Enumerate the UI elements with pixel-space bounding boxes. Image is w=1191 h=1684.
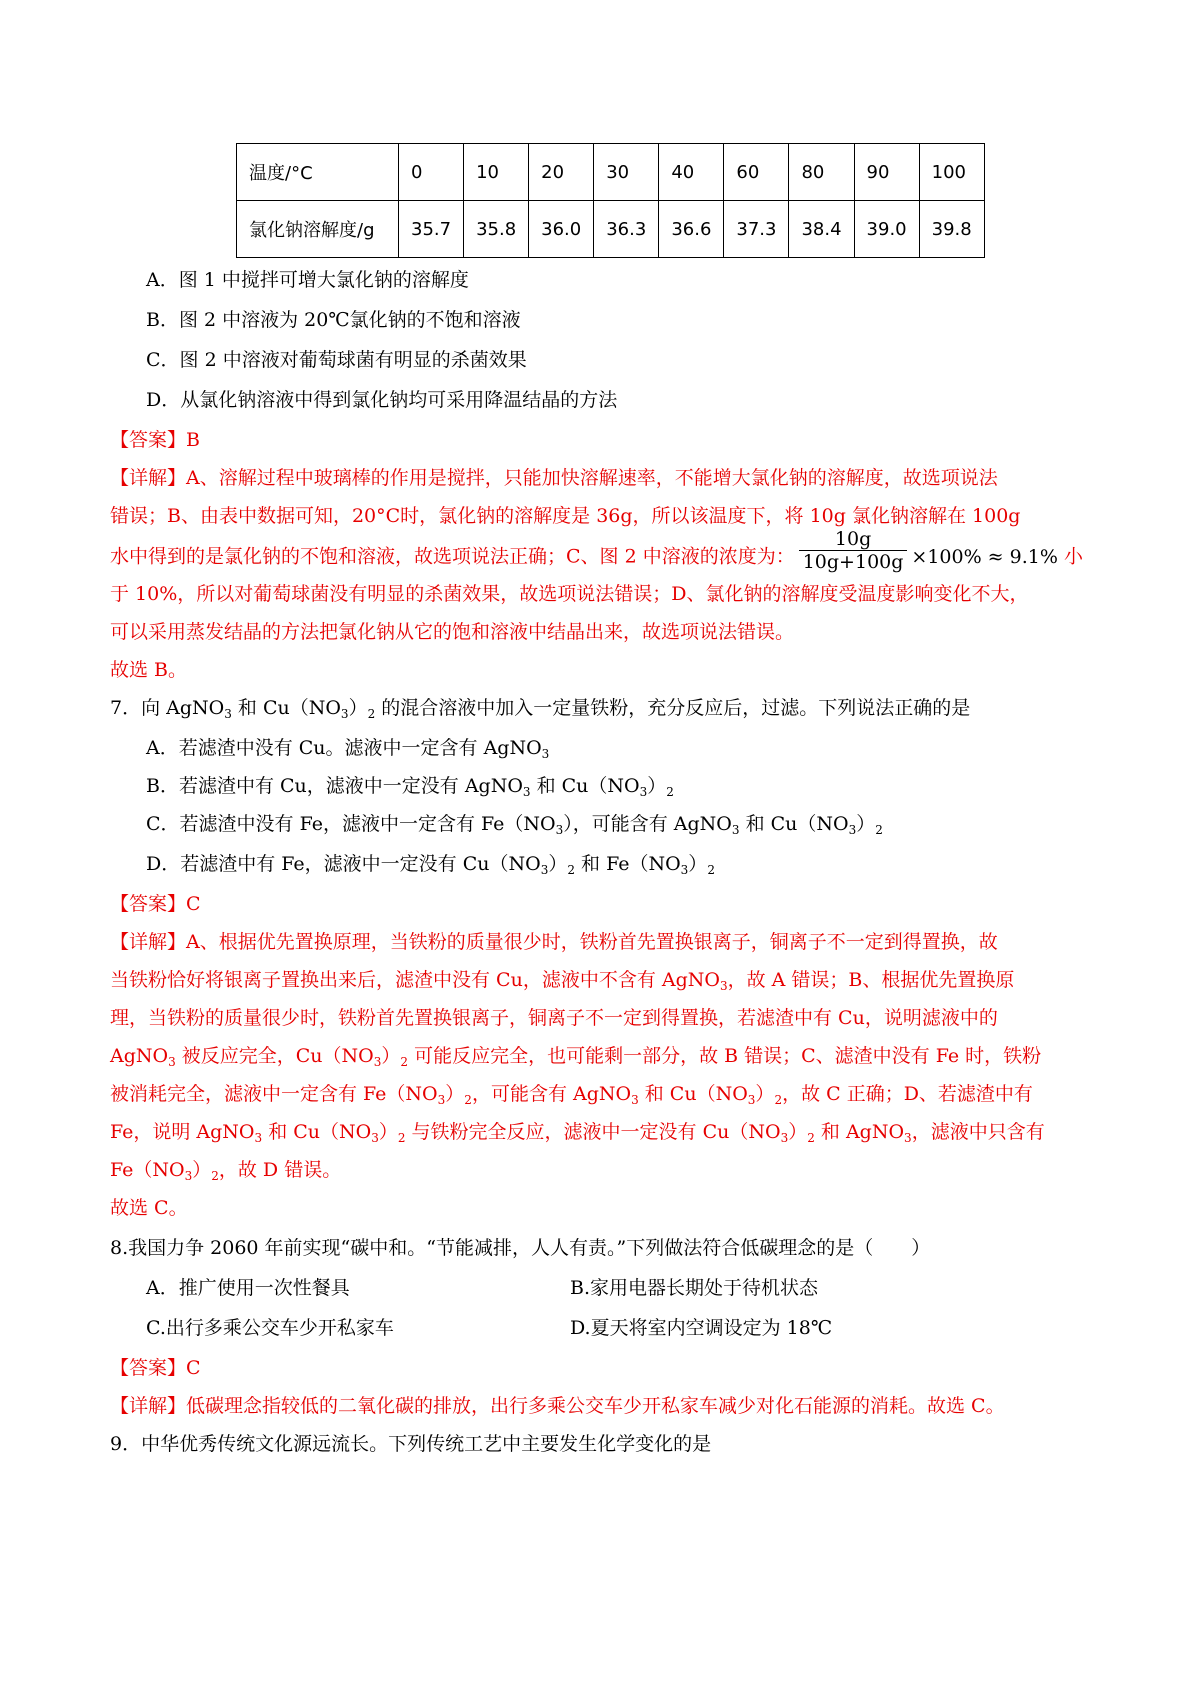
subscript: 3 — [719, 979, 728, 993]
subscript: 2 — [211, 1169, 219, 1183]
q7-option-text: ） — [856, 813, 876, 835]
q7-option-b — [146, 774, 674, 798]
q7-explanation-line: 理，当铁粉的质量很少时，铁粉首先置换银离子，铜离子不一定到得置换，若滤渣中有 Cu，说明滤液中的 — [110, 1007, 998, 1029]
subscript: 3 — [731, 823, 740, 837]
subscript: 3 — [904, 1131, 912, 1145]
q7-explanation-text: ） — [788, 1121, 808, 1143]
q7-explanation-text: 和 Cu（NO — [262, 1121, 372, 1143]
table-cell: 39.0 — [854, 201, 919, 258]
subscript: 3 — [522, 785, 531, 799]
q7-explanation-text: 可能反应完全，也可能剩一部分，故 B 错误；C、滤渣中没有 Fe 时，铁粉 — [408, 1045, 1042, 1067]
q7-option-text: 和 Fe（NO — [574, 853, 681, 875]
subscript: 3 — [541, 747, 550, 761]
q7-stem — [110, 696, 970, 720]
subscript: 3 — [631, 1093, 639, 1107]
q7-option-c — [146, 812, 883, 836]
subscript: 3 — [680, 863, 689, 877]
q6-explanation-text: 小 — [1063, 545, 1083, 568]
q6-explanation-line: 于 10%，所以对葡萄球菌没有明显的杀菌效果，故选项说法错误；D、氯化钠的溶解度受温度影响变化不大， — [110, 583, 1029, 605]
table-cell: 0 — [399, 144, 464, 201]
q6-explanation-line: 【详解】A、溶解过程中玻璃棒的作用是搅拌，只能加快溶解速率，不能增大氯化钠的溶解度，故选项说法 — [110, 467, 998, 489]
table-row — [237, 144, 985, 201]
table-cell: 温度/°C — [237, 144, 399, 201]
q6-option-d: D．从氯化钠溶液中得到氯化钠均可采用降温结晶的方法 — [146, 389, 618, 411]
q7-option-d — [146, 852, 715, 876]
q7-option-text: D．若滤渣中有 Fe，滤液中一定没有 Cu（NO — [146, 853, 541, 875]
q7-explanation-line — [110, 1120, 1045, 1144]
q6-option-b: B．图 2 中溶液为 20℃氯化钠的不饱和溶液 — [146, 309, 521, 331]
subscript: 2 — [567, 863, 575, 877]
q7-option-text: C．若滤渣中没有 Fe，滤液中一定含有 Fe（NO — [146, 813, 556, 835]
q7-explanation-line — [110, 1044, 1041, 1068]
q7-stem-text: 7．向 AgNO — [110, 697, 225, 719]
q8-explanation-line: 【详解】低碳理念指较低的二氧化碳的排放，出行多乘公交车少开私家车减少对化石能源的消耗。故选 C。 — [110, 1395, 1005, 1417]
subscript: 3 — [639, 785, 648, 799]
subscript: 3 — [848, 823, 857, 837]
q7-explanation-text: ，滤液中只含有 — [911, 1121, 1045, 1143]
table-cell: 20 — [529, 144, 594, 201]
q8-option-d: D.夏天将室内空调设定为 18℃ — [570, 1317, 833, 1339]
table-cell: 37.3 — [724, 201, 789, 258]
q7-explanation-text: Fe（NO — [110, 1159, 185, 1181]
q8-answer: 【答案】C — [110, 1357, 201, 1379]
subscript: 2 — [875, 823, 883, 837]
q7-explanation-line: 【详解】A、根据优先置换原理，当铁粉的质量很少时，铁粉首先置换银离子，铜离子不一定到得置换，故 — [110, 931, 998, 953]
table-cell: 氯化钠溶解度/g — [237, 201, 399, 258]
q7-explanation-text: ） — [378, 1121, 398, 1143]
table-cell: 100 — [919, 144, 984, 201]
table-cell: 90 — [854, 144, 919, 201]
q7-stem-text: 和 Cu（NO — [231, 697, 341, 719]
q9-stem: 9．中华优秀传统文化源远流长。下列传统工艺中主要发生化学变化的是 — [110, 1433, 712, 1455]
q7-explanation-text: 和 Cu（NO — [638, 1083, 748, 1105]
q7-option-text: 和 Cu（NO — [530, 775, 640, 797]
q7-option-text: ），可能含有 AgNO — [563, 813, 732, 835]
subscript: 3 — [373, 1055, 382, 1069]
q8-option-c: C.出行多乘公交车少开私家车 — [146, 1317, 394, 1339]
q7-option-text: ） — [548, 853, 568, 875]
q7-stem-text: 的混合溶液中加入一定量铁粉，充分反应后，过滤。下列说法正确的是 — [375, 697, 971, 719]
q7-option-text: B．若滤渣中有 Cu，滤液中一定没有 AgNO — [146, 775, 523, 797]
subscript: 3 — [747, 1093, 756, 1107]
subscript: 3 — [437, 1093, 446, 1107]
q6-explanation-text: 水中得到的是氯化钠的不饱和溶液，故选项说法正确；C、图 2 中溶液的浓度为： — [110, 545, 795, 568]
q7-option-a — [146, 736, 549, 760]
table-cell: 36.0 — [529, 201, 594, 258]
subscript: 3 — [254, 1131, 263, 1145]
q7-explanation-text: ，故 C 正确；D、若滤渣中有 — [782, 1083, 1033, 1105]
solubility-table — [236, 143, 985, 258]
q6-explanation-line — [110, 528, 1083, 573]
q7-answer: 【答案】C — [110, 893, 201, 915]
q7-explanation-text: 和 AgNO — [814, 1121, 905, 1143]
q8-option-b: B.家用电器长期处于待机状态 — [570, 1277, 819, 1299]
subscript: 3 — [184, 1169, 193, 1183]
subscript: 3 — [168, 1055, 176, 1069]
q7-explanation-line — [110, 1158, 341, 1182]
table-cell: 60 — [724, 144, 789, 201]
subscript: 2 — [464, 1093, 472, 1107]
q8-option-a: A．推广使用一次性餐具 — [146, 1277, 350, 1299]
q7-explanation-text: 当铁粉恰好将银离子置换出来后，滤渣中没有 Cu，滤液中不含有 AgNO — [110, 969, 720, 991]
q7-explanation-text: ，故 D 错误。 — [218, 1159, 342, 1181]
q7-explanation-text: ，可能含有 AgNO — [471, 1083, 632, 1105]
concentration-formula — [795, 528, 1058, 573]
q7-choose: 故选 C。 — [110, 1197, 188, 1219]
subscript: 2 — [707, 863, 715, 877]
q6-choose: 故选 B。 — [110, 659, 188, 681]
table-cell: 40 — [659, 144, 724, 201]
table-cell: 36.6 — [659, 201, 724, 258]
q6-option-c: C．图 2 中溶液对葡萄球菌有明显的杀菌效果 — [146, 349, 527, 371]
q7-explanation-text: ） — [755, 1083, 775, 1105]
table-cell: 39.8 — [919, 201, 984, 258]
table-cell: 38.4 — [789, 201, 854, 258]
q7-explanation-text: ） — [381, 1045, 401, 1067]
q7-explanation-text: ） — [192, 1159, 212, 1181]
table-cell: 80 — [789, 144, 854, 201]
table-cell: 36.3 — [594, 201, 659, 258]
subscript: 3 — [371, 1131, 379, 1145]
fraction-denominator: 10g+100g — [802, 551, 904, 573]
subscript: 3 — [555, 823, 564, 837]
q7-option-text: ） — [688, 853, 708, 875]
table-cell: 35.8 — [464, 201, 529, 258]
subscript: 2 — [666, 785, 674, 799]
subscript: 2 — [807, 1131, 815, 1145]
q6-explanation-line: 错误；B、由表中数据可知，20°C时，氯化钠的溶解度是 36g，所以该温度下，将 10g 氯化钠溶解在 100g — [110, 505, 1021, 527]
q7-explanation-text: 被消耗完全，滤液中一定含有 Fe（NO — [110, 1083, 438, 1105]
subscript: 3 — [540, 863, 549, 877]
q7-explanation-line — [110, 1082, 1033, 1106]
fraction-numerator: 10g — [799, 528, 908, 551]
fraction-tail: ×100% ≈ 9.1% — [911, 545, 1058, 568]
subscript: 2 — [397, 1131, 406, 1145]
q7-explanation-line — [110, 968, 1014, 992]
subscript: 3 — [224, 707, 232, 721]
q6-option-a: A．图 1 中搅拌可增大氯化钠的溶解度 — [146, 269, 469, 291]
q6-answer: 【答案】B — [110, 429, 200, 451]
q7-explanation-text: 与铁粉完全反应，滤液中一定没有 Cu（NO — [405, 1121, 781, 1143]
q7-stem-text: ） — [348, 697, 368, 719]
subscript: 3 — [340, 707, 349, 721]
q7-explanation-text: 被反应完全，Cu（NO — [175, 1045, 374, 1067]
subscript: 2 — [774, 1093, 783, 1107]
q7-explanation-text: ，故 A 错误；B、根据优先置换原 — [727, 969, 1015, 991]
table-cell: 10 — [464, 144, 529, 201]
q7-option-text: ） — [647, 775, 667, 797]
subscript: 3 — [780, 1131, 789, 1145]
subscript: 2 — [367, 707, 376, 721]
q7-option-text: 和 Cu（NO — [739, 813, 849, 835]
q7-explanation-text: AgNO — [110, 1045, 169, 1067]
q7-explanation-text: ） — [445, 1083, 465, 1105]
q6-explanation-line: 可以采用蒸发结晶的方法把氯化钠从它的饱和溶液中结晶出来，故选项说法错误。 — [110, 621, 795, 643]
q8-stem: 8.我国力争 2060 年前实现“碳中和。“节能减排，人人有责。”下列做法符合低碳理念的是（ ） — [110, 1237, 931, 1259]
table-row — [237, 201, 985, 258]
subscript: 2 — [400, 1055, 409, 1069]
table-cell: 30 — [594, 144, 659, 201]
q7-option-text: A．若滤渣中没有 Cu。滤液中一定含有 AgNO — [146, 737, 542, 759]
table-cell: 35.7 — [399, 201, 464, 258]
q7-explanation-text: Fe，说明 AgNO — [110, 1121, 255, 1143]
